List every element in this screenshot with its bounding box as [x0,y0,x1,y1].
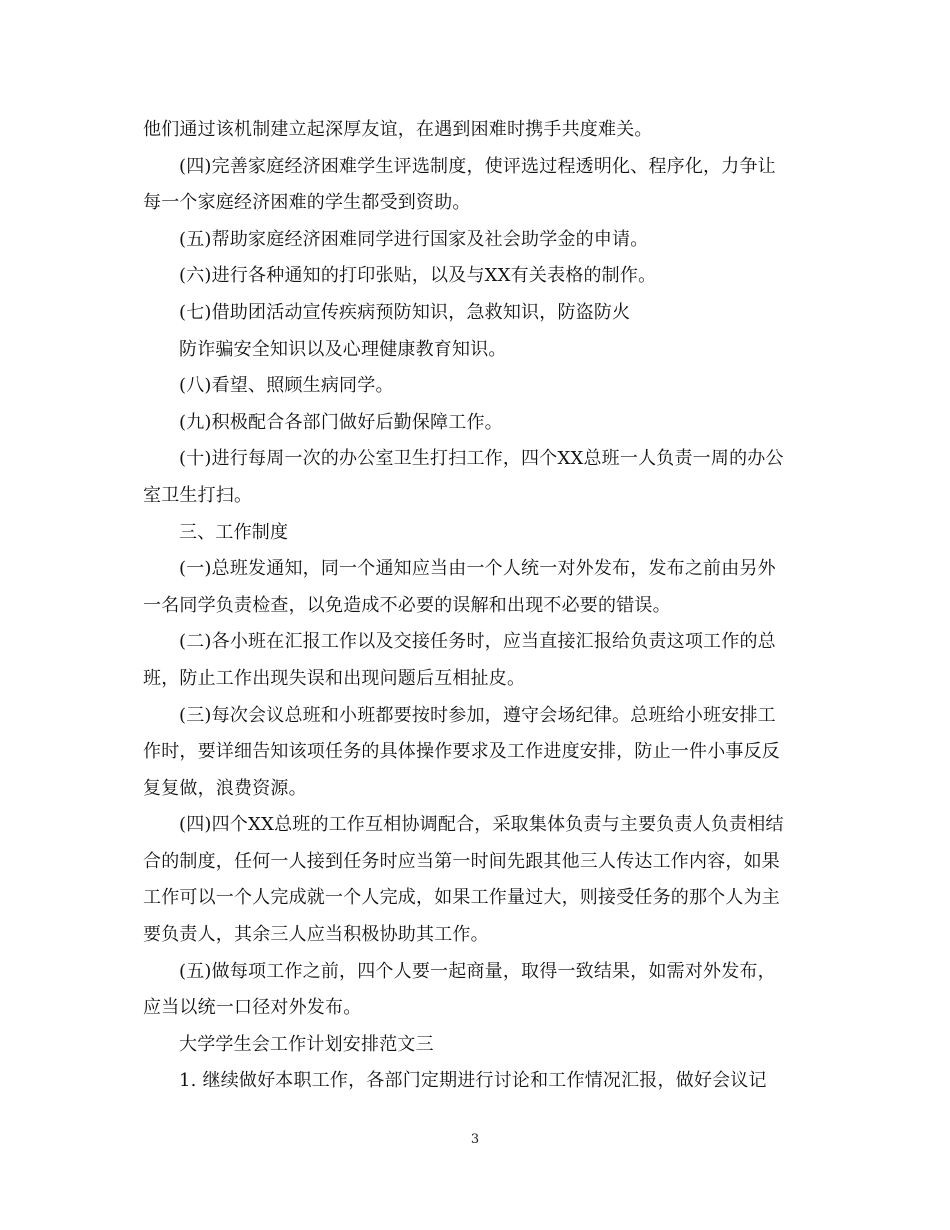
text-line: 大学学生会工作计划安排范文三 [179,1033,434,1055]
text-line: 他们通过该机制建立起深厚友谊，在遇到困难时携手共度难关。 [143,119,653,140]
text-line: (十)进行每周一次的办公室卫生打扫工作，四个XX总班一人负责一周的办公 [179,448,784,470]
text-line: 一名同学负责检查，以免造成不必要的误解和出现不必要的错误。 [143,594,671,616]
text-line: (五)帮助家庭经济困难同学进行国家及社会助学金的申请。 [179,228,649,250]
text-line: 班，防止工作出现失误和出现问题后互相扯皮。 [143,667,526,689]
text-line: (四)四个XX总班的工作互相协调配合，采取集体负责与主要负责人负责相结 [179,814,784,836]
text-line: (三)每次会议总班和小班都要按时参加，遵守会场纪律。总班给小班安排工 [179,704,776,726]
text-line: 1. 继续做好本职工作，各部门定期进行讨论和工作情况汇报，做好会议记 [179,1070,767,1092]
page-number: 3 [470,1132,480,1147]
text-line: 工作可以一个人完成就一个人完成，如果工作量过大，则接受任务的那个人为主 [143,887,780,909]
text-line: 复复做，浪费资源。 [143,777,307,799]
text-line: 每一个家庭经济困难的学生都受到资助。 [143,192,471,214]
text-line: (二)各小班在汇报工作以及交接任务时，应当直接汇报给负责这项工作的总 [179,631,776,653]
text-line: 要负责人，其余三人应当积极协助其工作。 [143,924,489,946]
text-line: 室卫生打扫。 [143,484,253,506]
text-line: (九)积极配合各部门做好后勤保障工作。 [179,411,503,433]
text-line: 应当以统一口径对外发布。 [143,997,362,1019]
text-line: (一)总班发通知，同一个通知应当由一个人统一对外发布，发布之前由另外 [179,558,776,580]
text-line: (六)进行各种通知的打印张贴，以及与XX有关表格的制作。 [179,265,657,287]
text-line: 作时，要详细告知该项任务的具体操作要求及工作进度安排，防止一件小事反反 [143,741,780,763]
text-line: 三、工作制度 [179,521,289,543]
text-line: (五)做每项工作之前，四个人要一起商量，取得一致结果，如需对外发布， [179,960,776,982]
text-line: (八)看望、照顾生病同学。 [179,375,394,397]
text-line: (四)完善家庭经济困难学生评选制度，使评选过程透明化、程序化，力争让 [179,155,776,177]
text-line: 合的制度，任何一人接到任务时应当第一时间先跟其他三人传达工作内容，如果 [143,850,780,872]
text-line: 防诈骗安全知识以及心理健康教育知识。 [179,338,507,360]
document-body [143,112,807,1100]
text-line: (七)借助团活动宣传疾病预防知识，急救知识，防盗防火 [179,301,631,323]
